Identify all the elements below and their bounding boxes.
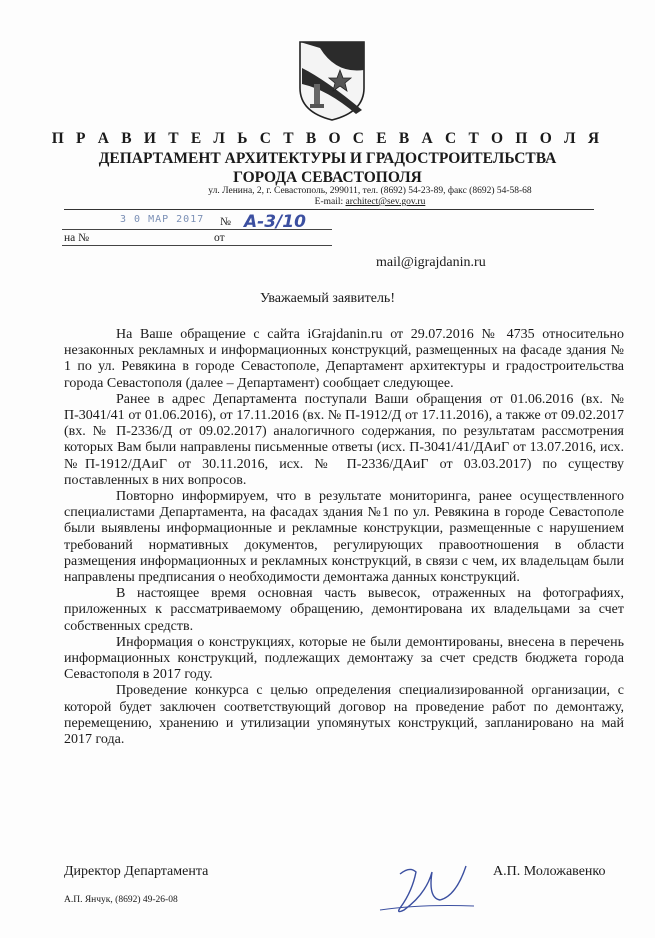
registration-line-reference xyxy=(62,245,332,246)
header-email-link[interactable]: architect@sev.gov.ru xyxy=(345,197,426,207)
header-government-title: П Р А В И Т Е Л Ь С Т В О С Е В А С Т О П О Л Я xyxy=(51,130,604,147)
email-label: E-mail: xyxy=(314,197,346,207)
header-city-title: ГОРОДА СЕВАСТОПОЛЯ xyxy=(233,169,422,186)
paragraph: Информация о конструкциях, которые не были демонтированы, внесена в перечень информационных конструкций, подлежащих демонтажу за счет средств бюджета города Севастополя в 2017 году. xyxy=(64,634,624,683)
sevastopol-coat-of-arms-icon xyxy=(296,40,368,122)
header-department-title: ДЕПАРТАМЕНТ АРХИТЕКТУРЫ И ГРАДОСТРОИТЕЛЬСТВА xyxy=(98,150,557,167)
header-address: ул. Ленина, 2, г. Севастополь, 299011, тел. (8692) 54-23-89, факс (8692) 54-58-68 xyxy=(208,186,532,196)
executor-contact: А.П. Янчук, (8692) 49-26-08 xyxy=(64,895,178,905)
header-email-line xyxy=(150,197,590,207)
paragraph: Ранее в адрес Департамента поступали Ваши обращения от 01.06.2016 (вх. № П-3041/41 от 01.06.2016), от 17.11.2016 (вх. № П-1912/Д от 17.11.2016), а также от 09.02.2017 (вх. № П-2336/Д от 09.02.2017) аналогичного содержания, по результатам рассмотрения которых Вам были направлены письменные ответы (исх. П-3041/41/ДАиГ от 13.07.2016, исх. №П-1912/ДАиГ от 30.11.2016, исх. № П-2336/ДАиГ от 03.03.2017) по существу поставленных в них вопросов. xyxy=(64,391,624,488)
greeting: Уважаемый заявитель! xyxy=(260,291,395,306)
registration-date-stamp: 3 0 МАР 2017 xyxy=(120,214,205,225)
paragraph: В настоящее время основная часть вывесок, отраженных на фотографиях, приложенных к рассматриваемому обращению, демонтирована их владельцами за счет собственных средств. xyxy=(64,586,624,634)
signature-role: Директор Департамента xyxy=(64,864,209,879)
reference-number-label: на № xyxy=(64,232,90,244)
header-divider xyxy=(64,209,594,210)
registration-number-handwritten: А-3/10 xyxy=(244,212,306,232)
paragraph: Повторно информируем, что в результате мониторинга, ранее осуществленного специалистами Департамента, на фасадах здания №1 по ул. Ревякина в городе Севастополе были выявлены информационные и рекламные конструкции, размещенные с нарушением требований нормативных документов, регулирующих правоотношения в области размещения информационных и рекламных конструкций, в связи с чем, их владельцам были направлены предписания о необходимости демонтажа данных конструкций. xyxy=(64,489,624,586)
registration-number-label: № xyxy=(220,216,231,228)
reference-date-label: от xyxy=(214,232,225,244)
recipient-email: mail@igrajdanin.ru xyxy=(376,255,486,270)
letter-body xyxy=(64,327,624,748)
handwritten-signature xyxy=(370,852,480,922)
paragraph: На Ваше обращение с сайта iGrajdanin.ru от 29.07.2016 № 4735 относительно незаконных рекламных и информационных конструкций, размещенных на фасаде здания № 1 по ул. Ревякина в городе Севастополе, Департамент архитектуры и градостроительства города Севастополя (далее – Департамент) сообщает следующее. xyxy=(64,327,624,391)
signature-name: А.П. Моложавенко xyxy=(493,864,606,879)
paragraph: Проведение конкурса с целью определения специализированной организации, с которой будет заключен соответствующий договор на проведение работ по демонтажу, перемещению, хранению и утилизации упомянутых конструкций, запланировано на май 2017 года. xyxy=(64,683,624,748)
